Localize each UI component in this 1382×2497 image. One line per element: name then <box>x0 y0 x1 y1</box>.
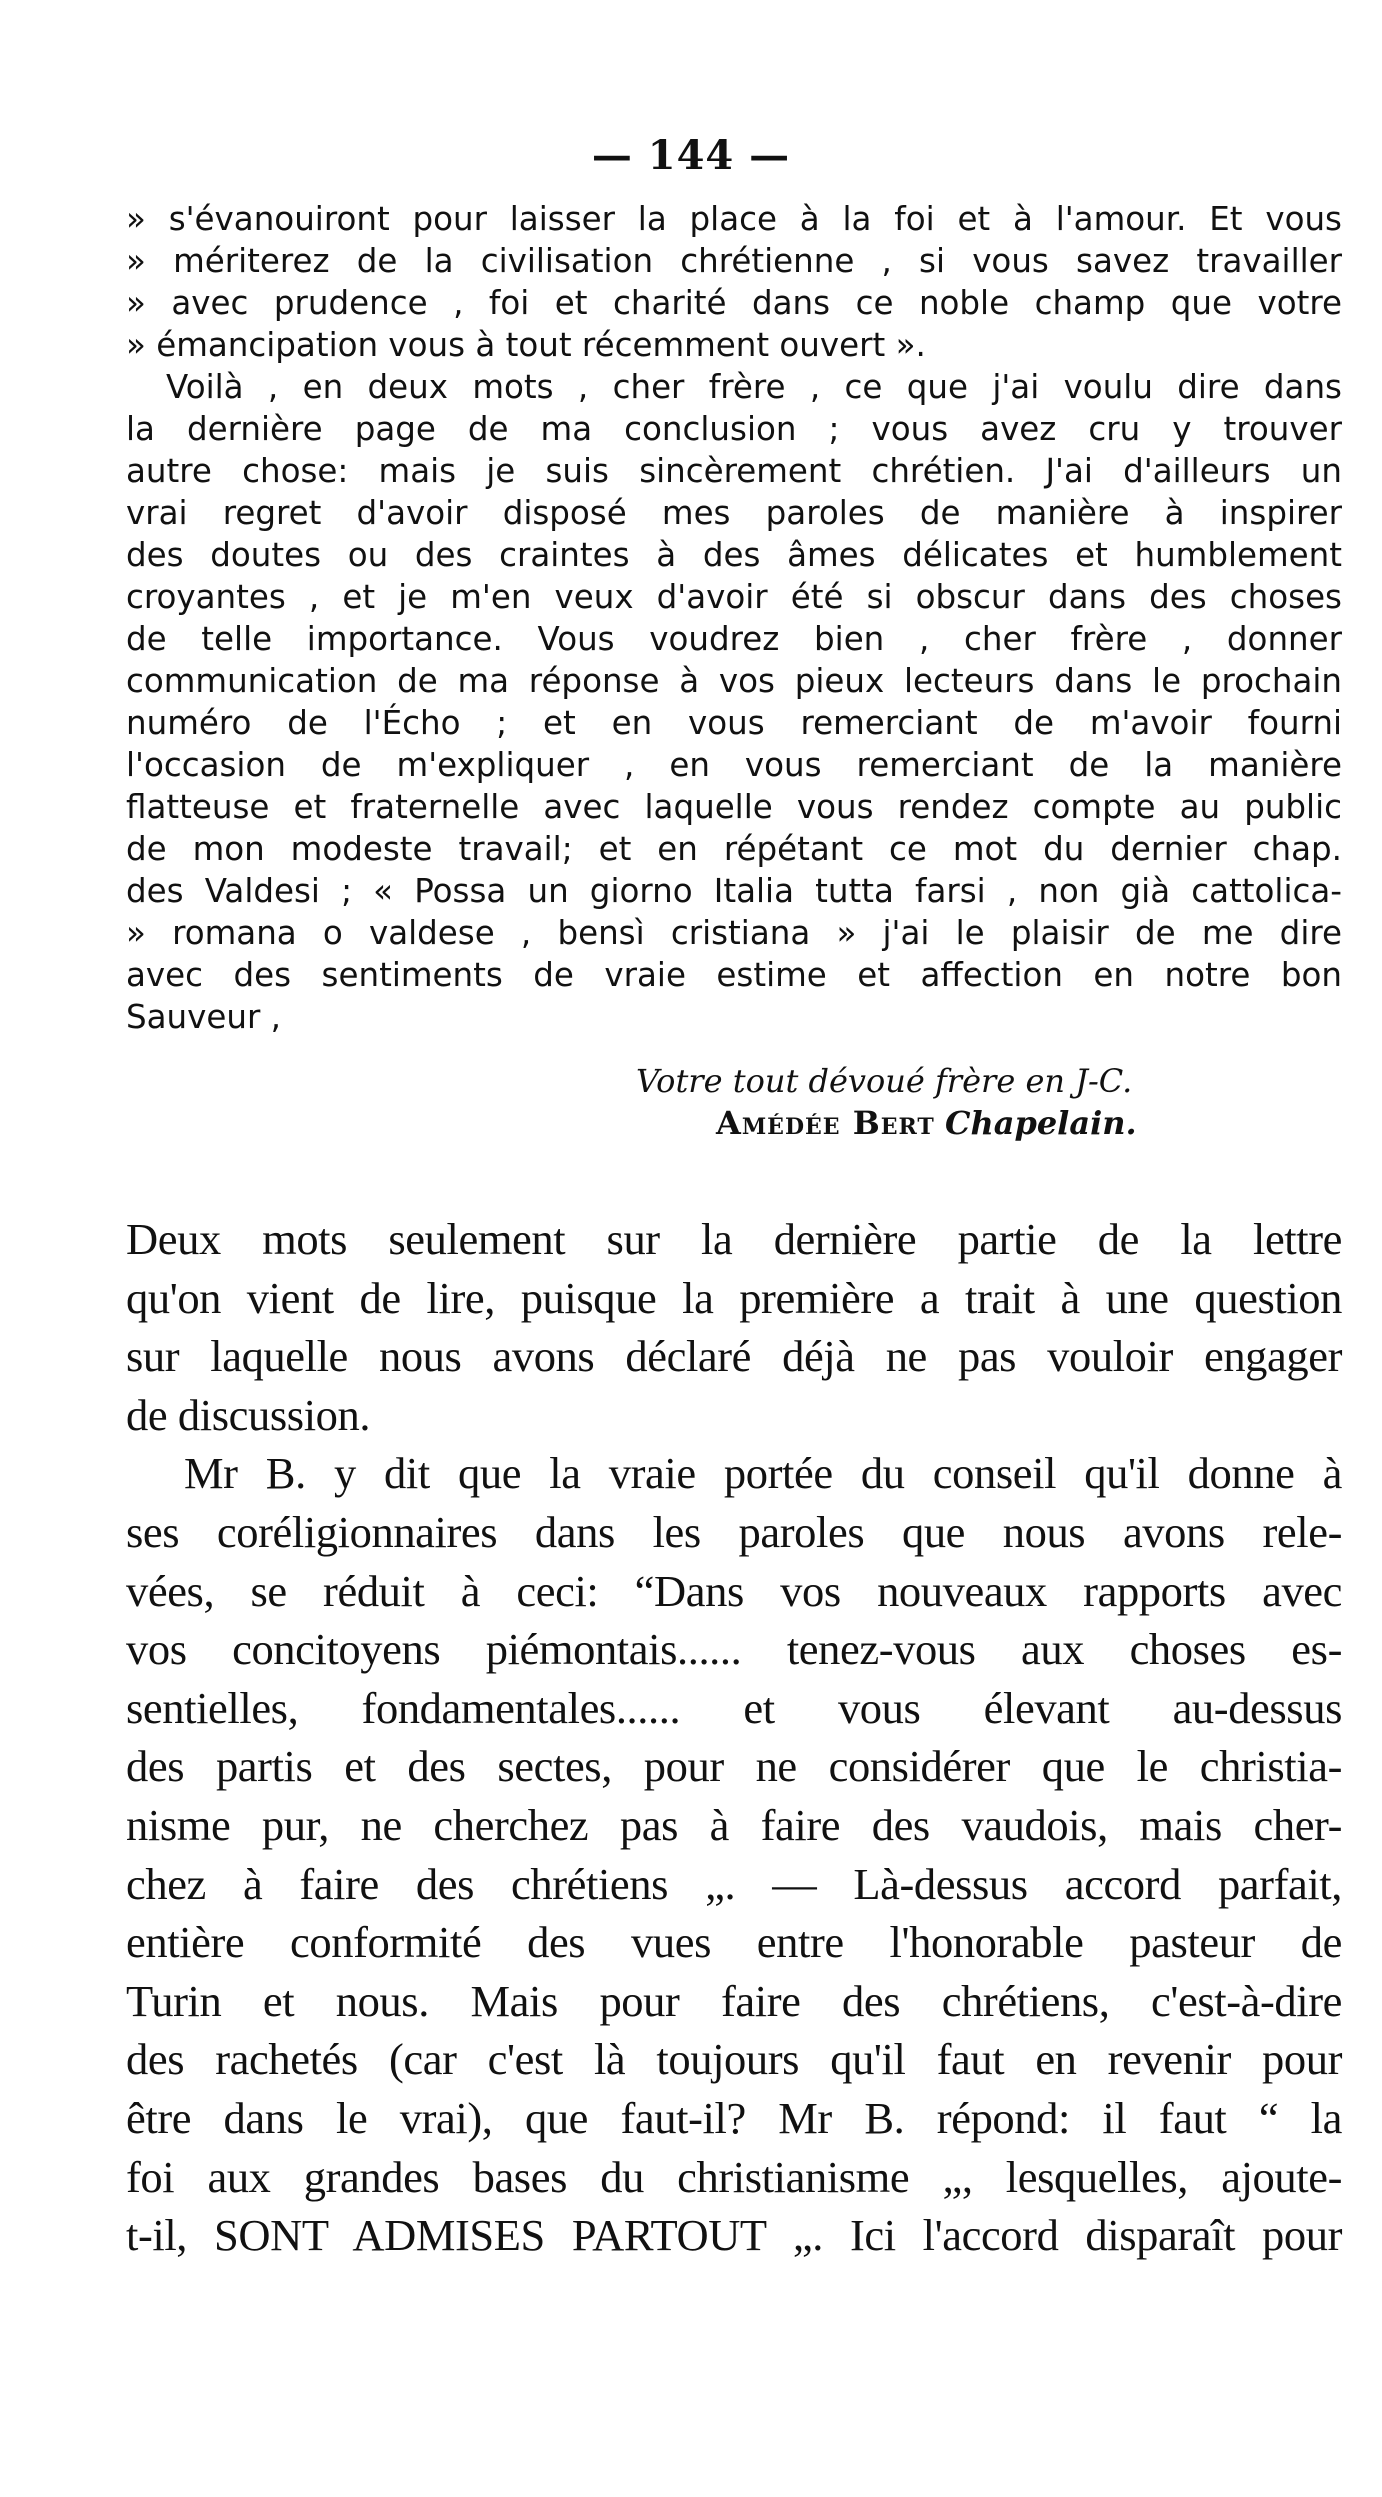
commentary-line: ses coréligionnaires dans les paroles que nous avons rele- <box>126 1506 1342 1557</box>
letter-line: numéro de l'Écho ; et en vous remerciant de m'avoir fourni <box>126 704 1342 742</box>
commentary-line: de discussion. <box>126 1389 371 1440</box>
signature-block <box>716 1102 1137 1144</box>
letter-line: de mon modeste travail; et en répétant ce mot du dernier chap. <box>126 830 1342 868</box>
commentary-line: qu'on vient de lire, puisque la première a trait à une question <box>126 1272 1342 1323</box>
quoted-letter <box>126 198 1342 1038</box>
commentary-line: foi aux grandes bases du christianisme „, lesquelles, ajoute- <box>126 2151 1342 2202</box>
letter-line: croyantes , et je m'en veux d'avoir été si obscur dans des choses <box>126 578 1342 616</box>
letter-line: Sauveur , <box>126 998 281 1036</box>
editorial-commentary <box>126 1210 1342 2265</box>
letter-line: Voilà , en deux mots , cher frère , ce que j'ai voulu dire dans <box>166 368 1342 406</box>
commentary-line: chez à faire des chrétiens „. — Là-dessus accord parfait, <box>126 1858 1342 1909</box>
commentary-line: des rachetés (car c'est là toujours qu'il faut en revenir pour <box>126 2034 1342 2085</box>
letter-line: des doutes ou des craintes à des âmes délicates et humblement <box>126 536 1342 574</box>
letter-line: » romana o valdese , bensì cristiana » j'ai le plaisir de me dire <box>126 914 1342 952</box>
letter-line: vrai regret d'avoir disposé mes paroles de manière à inspirer <box>126 494 1342 532</box>
letter-line: de telle importance. Vous voudrez bien , cher frère , donner <box>126 620 1342 658</box>
letter-line: des Valdesi ; « Possa un giorno Italia tutta farsi , non già cattolica- <box>126 872 1342 910</box>
commentary-line: être dans le vrai), que faut-il? Mr B. répond: il faut “ la <box>126 2092 1342 2143</box>
signature-closing: Votre tout dévoué frère en J-C. <box>636 1062 1133 1100</box>
letter-line: flatteuse et fraternelle avec laquelle vous rendez compte au public <box>126 788 1342 826</box>
letter-line: avec des sentiments de vraie estime et affection en notre bon <box>126 956 1342 994</box>
commentary-line: sur laquelle nous avons déclaré déjà ne pas vouloir engager <box>126 1331 1342 1382</box>
commentary-line: Turin et nous. Mais pour faire des chrétiens, c'est-à-dire <box>126 1975 1342 2026</box>
letter-line: » avec prudence , foi et charité dans ce noble champ que votre <box>126 284 1342 322</box>
commentary-line: nisme pur, ne cherchez pas à faire des vaudois, mais cher- <box>126 1799 1342 1850</box>
commentary-line: vos concitoyens piémontais...... tenez-vous aux choses es- <box>126 1624 1342 1675</box>
commentary-line: des partis et des sectes, pour ne considérer que le christia- <box>126 1741 1342 1792</box>
commentary-line: t-il, SONT ADMISES PARTOUT „. Ici l'accord disparaît pour <box>126 2210 1342 2261</box>
letter-line: » mériterez de la civilisation chrétienne , si vous savez travailler <box>126 242 1342 280</box>
letter-line: » s'évanouiront pour laisser la place à la foi et à l'amour. Et vous <box>126 200 1342 238</box>
commentary-line: Deux mots seulement sur la dernière partie de la lettre <box>126 1214 1342 1264</box>
commentary-line: Mr B. y dit que la vraie portée du conseil qu'il donne à <box>184 1448 1342 1499</box>
page-number: — 144 — <box>591 132 791 179</box>
letter-line: l'occasion de m'expliquer , en vous remerciant de la manière <box>126 746 1342 784</box>
signature-role: Chapelain. <box>944 1104 1137 1142</box>
letter-line: communication de ma réponse à vos pieux lecteurs dans le prochain <box>126 662 1342 700</box>
commentary-line: vées, se réduit à ceci: “Dans vos nouveaux rapports avec <box>126 1565 1342 1616</box>
signature-name: Amédée Bert <box>716 1104 935 1142</box>
letter-line: autre chose: mais je suis sincèrement chrétien. J'ai d'ailleurs un <box>126 452 1342 490</box>
commentary-line: sentielles, fondamentales...... et vous élevant au-dessus <box>126 1682 1342 1733</box>
letter-line: la dernière page de ma conclusion ; vous avez cru y trouver <box>126 410 1342 448</box>
letter-line: » émancipation vous à tout récemment ouvert ». <box>126 326 926 364</box>
commentary-line: entière conformité des vues entre l'honorable pasteur de <box>126 1917 1342 1968</box>
